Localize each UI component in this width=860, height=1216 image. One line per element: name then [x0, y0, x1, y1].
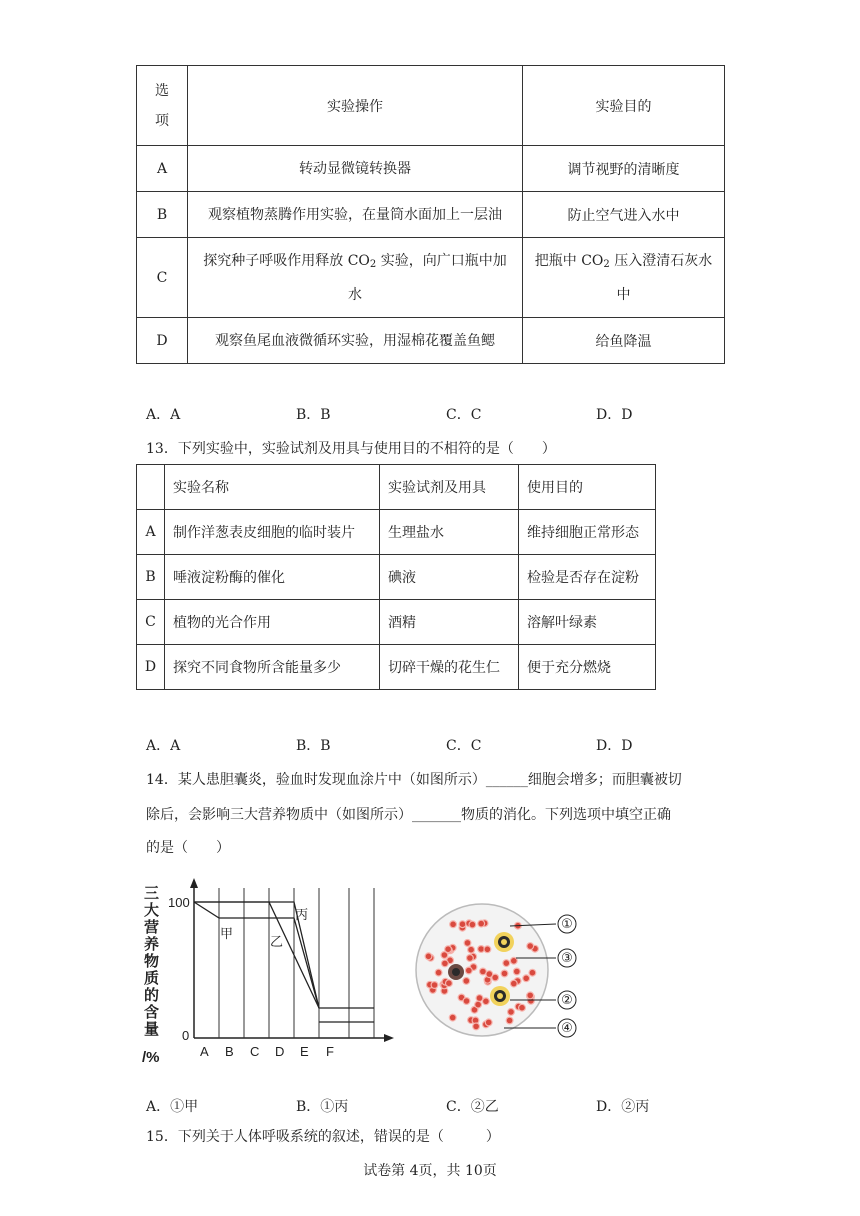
row-name: 探究不同食物所含能量多少 — [165, 645, 380, 690]
smear-label-3: ③ — [561, 951, 573, 966]
row-label: B — [137, 555, 165, 600]
red-blood-cell — [465, 967, 472, 974]
row-reagent: 生理盐水 — [380, 510, 519, 555]
q13-option-d[interactable]: D．D — [596, 738, 633, 754]
row-name: 植物的光合作用 — [165, 600, 380, 645]
row-purpose: 调节视野的清晰度 — [523, 146, 725, 192]
row-purpose: 检验是否存在淀粉 — [519, 555, 656, 600]
row-label: C — [137, 600, 165, 645]
red-blood-cell — [449, 1014, 456, 1021]
x-label: C — [250, 1044, 260, 1059]
q12-option-d[interactable]: D．D — [596, 407, 633, 423]
ylabel-char: 营 — [144, 919, 160, 936]
red-blood-cell — [467, 955, 474, 962]
row-operation: 观察鱼尾血液微循环实验，用湿棉花覆盖鱼鳃 — [188, 318, 523, 364]
row-label: B — [137, 192, 188, 238]
series-label-bing: 丙 — [295, 908, 309, 923]
red-blood-cell — [492, 974, 499, 981]
q12-option-b[interactable]: B．B — [296, 407, 331, 423]
smear-label-4: ④ — [561, 1021, 573, 1036]
experiment-table-1 — [136, 65, 725, 364]
table-row — [137, 555, 656, 600]
q14-option-b[interactable]: B．①丙 — [296, 1099, 349, 1115]
red-blood-cell — [506, 1017, 513, 1024]
y-tick-0: 0 — [182, 1028, 190, 1043]
q14-option-c[interactable]: C．②乙 — [446, 1099, 499, 1115]
red-blood-cell — [463, 978, 470, 985]
x-label: A — [200, 1044, 209, 1059]
red-blood-cell — [445, 946, 452, 953]
header-cell-name: 实验名称 — [165, 465, 380, 510]
red-blood-cell — [476, 995, 483, 1002]
red-blood-cell — [523, 975, 530, 982]
q13-option-c[interactable]: C．C — [446, 738, 482, 754]
purpose-text-b: 压入澄清石灰水 — [609, 252, 713, 269]
table-row — [137, 645, 656, 690]
op-text-b: 实验，向广口瓶中加 — [376, 252, 507, 269]
row-reagent: 切碎干燥的花生仁 — [380, 645, 519, 690]
header-cell-option — [137, 66, 188, 146]
row-operation: 转动显微镜转换器 — [188, 146, 523, 192]
q14-option-a[interactable]: A．①甲 — [146, 1099, 199, 1115]
op-text-c: 水 — [348, 286, 362, 303]
ylabel-char: 的 — [144, 987, 160, 1004]
row-name: 唾液淀粉酶的催化 — [165, 555, 380, 600]
red-blood-cell — [478, 920, 485, 927]
red-blood-cell — [485, 1019, 492, 1026]
row-operation: 观察植物蒸腾作用实验，在量筒水面加上一层油 — [188, 192, 523, 238]
x-label: B — [225, 1044, 234, 1059]
experiment-table-2 — [136, 464, 656, 690]
row-purpose: 溶解叶绿素 — [519, 600, 656, 645]
page-footer: 试卷第 4页，共 10页 — [363, 1163, 497, 1179]
red-blood-cell — [463, 998, 470, 1005]
red-blood-cell — [483, 998, 490, 1005]
ylabel-char: 养 — [144, 936, 160, 953]
row-purpose — [523, 238, 725, 318]
row-purpose: 防止空气进入水中 — [523, 192, 725, 238]
red-blood-cell — [484, 946, 491, 953]
series-label-jia: 甲 — [220, 927, 234, 942]
row-purpose: 给鱼降温 — [523, 318, 725, 364]
smear-label-1: ① — [561, 917, 573, 932]
q15-stem: 15．下列关于人体呼吸系统的叙述，错误的是（ ） — [146, 1129, 500, 1145]
op-text-a: 探究种子呼吸作用释放 CO — [203, 252, 370, 269]
series-label-yi: 乙 — [270, 935, 284, 950]
table-row — [137, 510, 656, 555]
header-cell-operation: 实验操作 — [188, 66, 523, 146]
q14-stem-line2: 除后，会影响三大营养物质中（如图所示）_______物质的消化。下列选项中填空正确 — [146, 807, 671, 823]
purpose-text-c: 中 — [616, 286, 631, 303]
ylabel-char: 质 — [144, 970, 160, 987]
row-name: 制作洋葱表皮细胞的临时装片 — [165, 510, 380, 555]
red-blood-cell — [431, 982, 438, 989]
table-row — [137, 318, 725, 364]
purpose-subscript: 2 — [603, 258, 610, 270]
x-label: D — [275, 1044, 285, 1059]
header-option-char1: 选 — [155, 82, 169, 99]
table-row — [137, 192, 725, 238]
table-header-row — [137, 465, 656, 510]
red-blood-cell — [469, 921, 476, 928]
row-label: D — [137, 645, 165, 690]
red-blood-cell — [473, 1023, 480, 1030]
red-blood-cell — [450, 921, 457, 928]
header-cell-reagent: 实验试剂及用具 — [380, 465, 519, 510]
q14-stem-line3: 的是（ ） — [146, 840, 230, 856]
red-blood-cell — [475, 1001, 482, 1008]
table-row — [137, 238, 725, 318]
red-blood-cell — [480, 968, 487, 975]
table-row — [137, 600, 656, 645]
q13-option-b[interactable]: B．B — [296, 738, 331, 754]
red-blood-cell — [527, 992, 534, 999]
digestion-chart — [140, 874, 400, 1074]
purpose-text-a: 把瓶中 CO — [534, 252, 604, 269]
ylabel-unit: /% — [142, 1049, 160, 1066]
smear-label-2: ② — [561, 993, 573, 1008]
q13-stem: 13．下列实验中，实验试剂及用具与使用目的不相符的是（ ） — [146, 441, 556, 457]
ylabel-char: 三 — [144, 885, 160, 902]
row-label: A — [137, 146, 188, 192]
y-tick-100: 100 — [168, 895, 190, 910]
blood-smear-figure — [412, 900, 588, 1040]
q12-option-a[interactable]: A．A — [146, 407, 181, 423]
ylabel-char: 含 — [144, 1004, 160, 1021]
row-operation — [188, 238, 523, 318]
red-blood-cell — [464, 940, 471, 947]
ylabel-char: 大 — [144, 902, 160, 919]
red-blood-cell — [519, 1004, 526, 1011]
row-reagent: 酒精 — [380, 600, 519, 645]
red-blood-cell — [527, 943, 534, 950]
q12-option-c[interactable]: C．C — [446, 407, 482, 423]
red-blood-cell — [442, 960, 449, 967]
x-label: F — [326, 1044, 334, 1059]
q14-option-d[interactable]: D．②丙 — [596, 1099, 650, 1115]
red-blood-cell — [510, 980, 517, 987]
x-label: E — [300, 1044, 309, 1059]
header-cell-purpose: 使用目的 — [519, 465, 656, 510]
ylabel-char: 物 — [144, 953, 160, 970]
red-blood-cell — [425, 953, 432, 960]
row-purpose: 维持细胞正常形态 — [519, 510, 656, 555]
q14-stem-line1: 14．某人患胆囊炎，验血时发现血涂片中（如图所示）______细胞会增多；而胆囊被切 — [146, 772, 682, 788]
ylabel-char: 量 — [144, 1021, 160, 1038]
table-row — [137, 146, 725, 192]
red-blood-cell — [468, 946, 475, 953]
row-reagent: 碘液 — [380, 555, 519, 600]
red-blood-cell — [513, 968, 520, 975]
red-blood-cell — [459, 921, 466, 928]
op-subscript: 2 — [369, 258, 377, 270]
table-header-row — [137, 66, 725, 146]
red-blood-cell — [446, 980, 453, 987]
header-cell-purpose: 实验目的 — [523, 66, 725, 146]
header-cell-blank — [137, 465, 165, 510]
red-blood-cell — [501, 970, 508, 977]
red-blood-cell — [435, 969, 442, 976]
row-label: C — [137, 238, 188, 318]
row-label: A — [137, 510, 165, 555]
red-blood-cell — [529, 969, 536, 976]
row-label: D — [137, 318, 188, 364]
header-option-char2: 项 — [155, 112, 169, 129]
red-blood-cell — [503, 960, 510, 967]
q13-option-a[interactable]: A．A — [146, 738, 181, 754]
row-purpose: 便于充分燃烧 — [519, 645, 656, 690]
red-blood-cell — [508, 1009, 515, 1016]
